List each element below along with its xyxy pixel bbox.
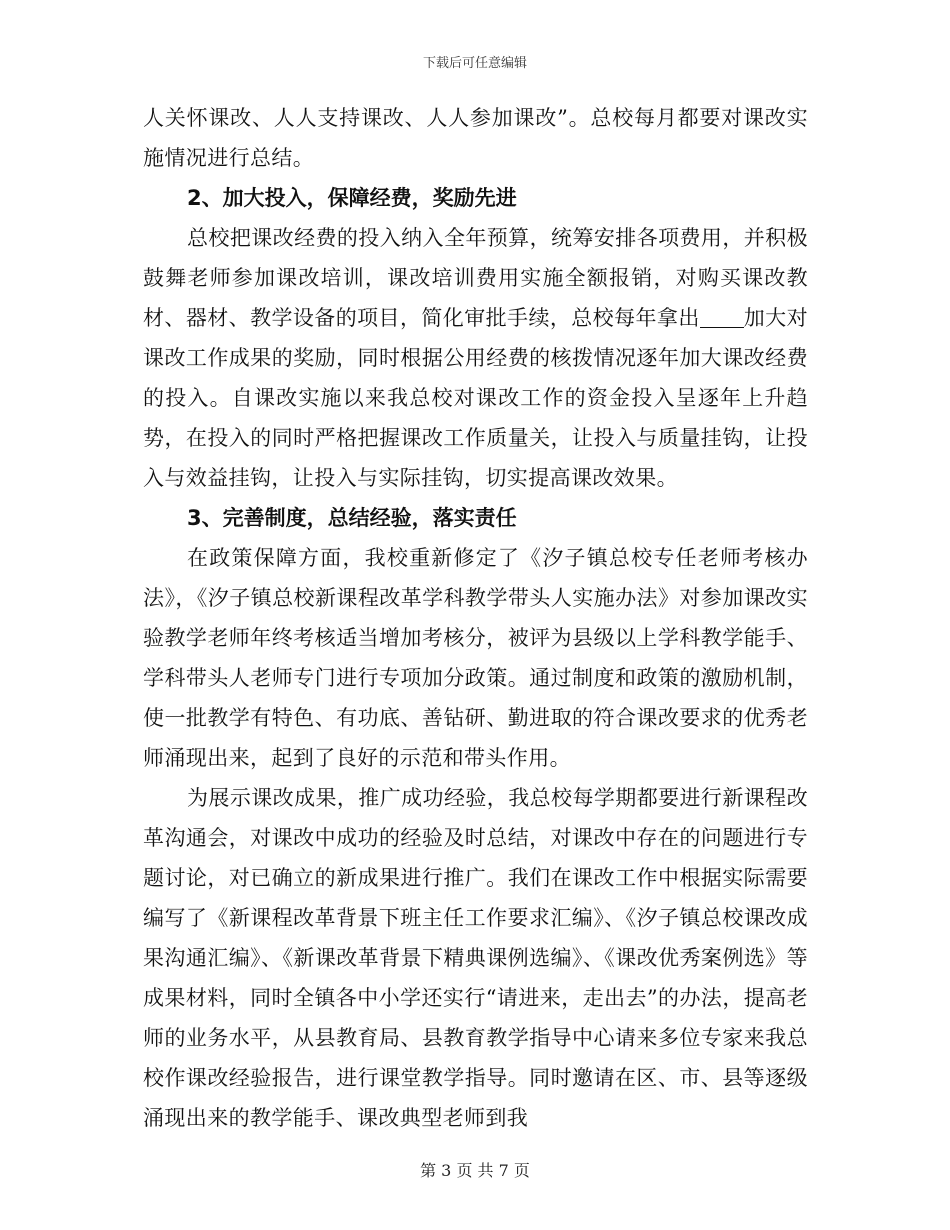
paragraph-achievements: 为展示课改成果，推广成功经验，我总校每学期都要进行新课程改革沟通会，对课改中成功的经验及时总结，对课改中存在的问题进行专题讨论，对已确立的新成果进行推广。我们在课改工作中根据实际需要编写了《新课程改革背景下班主任工作要求汇编》、《汐子镇总校课改成果沟通汇编》、《新课改革背景下精典课例选编》、《课改优秀案例选》等成果材料，同时全镇各中小学还实行“请进来，走出去”的办法，提高老师的业务水平，从县教育局、县教育教学指导中心请来多位专家来我总校作课改经验报告，进行课堂教学指导。同时邀请在区、市、县等逐级涌现出来的教学能手、课改典型老师到我 [143,786,808,1130]
section-heading-2: 2、加大投入，保障经费，奖励先进 [187,186,517,210]
page-footer: 第 3 页 共 7 页 [420,1161,530,1180]
paragraph-funding [143,218,808,498]
section-heading-3: 3、完善制度，总结经验，落实责任 [187,506,517,530]
page-header: 下载后可任意编辑 [422,56,527,71]
paragraph-continuation: 人关怀课改、人人支持课改、人人参加课改”。总校每月都要对课改实施情况进行总结。 [143,106,808,170]
paragraph-funding-text-a: 总校把课改经费的投入纳入全年预算，统筹安排各项费用，并积极鼓舞老师参加课改培训，课改培训费用实施全额报销，对购买课改教材、器材、教学设备的项目，简化审批手续，总校每年拿出 [143,226,808,330]
fill-in-blank [700,306,744,328]
paragraph-funding-text-b: 加大对课改工作成果的奖励，同时根据公用经费的核拨情况逐年加大课改经费的投入。自课改实施以来我总校对课改工作的资金投入呈逐年上升趋势，在投入的同时严格把握课改工作质量关，让投入与质量挂钩，让投入与效益挂钩，让投入与实际挂钩，切实提高课改效果。 [143,306,808,490]
document-body [143,98,808,1138]
paragraph-policy: 在政策保障方面，我校重新修定了《汐子镇总校专任老师考核办法》，《汐子镇总校新课程改革学科教学带头人实施办法》对参加课改实验教学老师年终考核适当增加考核分，被评为县级以上学科教学能手、学科带头人老师专门进行专项加分政策。通过制度和政策的激励机制，使一批教学有特色、有功底、善钻研、勤进取的符合课改要求的优秀老师涌现出来，起到了良好的示范和带头作用。 [143,546,808,770]
